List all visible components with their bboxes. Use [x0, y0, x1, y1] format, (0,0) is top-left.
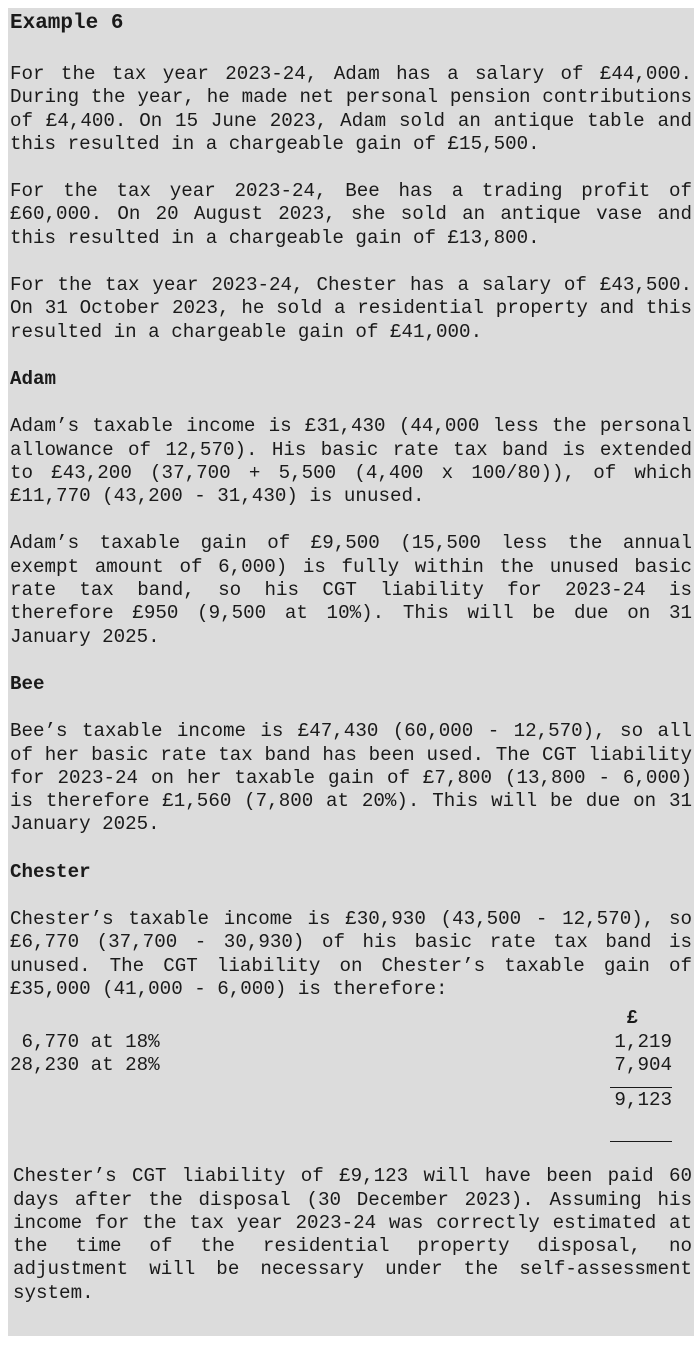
chester-paragraph: Chester’s taxable income is £30,930 (43,500 - 12,570), so £6,770 (37,700 - 30,930) of his basic rate tax band is unused. The CGT liability on Chester’s taxable gain of £35,000 (41,000 - 6,000) is therefore: — [10, 908, 692, 1000]
calc-total-amount: 9,123 — [614, 1089, 672, 1112]
calc-row-amount: 1,219 — [614, 1031, 672, 1054]
adam-income-paragraph: Adam’s taxable income is £31,430 (44,000 less the personal allowance of 12,570). His basic rate tax band is extended to £43,200 (37,700 + 5,500 (4,400 x 100/80)), of which £11,770 (43,200 - 31,430) is unused. — [10, 415, 692, 508]
total-rule — [610, 1141, 672, 1142]
calc-total-row — [10, 1089, 692, 1112]
currency-column-header: £ — [626, 1007, 638, 1030]
chester-closing-paragraph: Chester’s CGT liability of £9,123 will have been paid 60 days after the disposal (30 December 2023). Assuming his income for the tax year 2023-24 was correctly estimated at the time of the residential property disposal, no adjustment will be necessary under the self-assessment system. — [13, 1165, 692, 1304]
intro-bee: For the tax year 2023-24, Bee has a trading profit of £60,000. On 20 August 2023, she sold an antique vase and this resulted in a chargeable gain of £13,800. — [10, 180, 692, 249]
document — [10, 10, 692, 1305]
intro-chester: For the tax year 2023-24, Chester has a salary of £43,500. On 31 October 2023, he sold a residential property and this resulted in a chargeable gain of £41,000. — [10, 274, 692, 343]
adam-heading: Adam — [10, 367, 57, 390]
chester-heading: Chester — [10, 860, 91, 883]
intro-adam: For the tax year 2023-24, Adam has a salary of £44,000. During the year, he made net personal pension contributions of £4,400. On 15 June 2023, Adam sold an antique table and this resulted in a chargeable gain of £15,500. — [10, 63, 692, 155]
calc-row-amount: 7,904 — [614, 1054, 672, 1077]
calc-row — [10, 1054, 692, 1077]
bee-paragraph: Bee’s taxable income is £47,430 (60,000 - 12,570), so all of her basic rate tax band has been used. The CGT liability for 2023-24 on her taxable gain of £7,800 (13,800 - 6,000) is therefore £1,560 (7,800 at 20%). This will be due on 31 January 2025. — [10, 720, 692, 836]
subtotal-rule — [610, 1087, 672, 1088]
calc-row-label: 6,770 at 18% — [10, 1031, 160, 1054]
example-title: Example 6 — [10, 12, 124, 35]
calc-row — [10, 1031, 692, 1054]
chester-calculation — [10, 1007, 692, 1157]
calc-row-label: 28,230 at 28% — [10, 1054, 160, 1077]
adam-gain-paragraph: Adam’s taxable gain of £9,500 (15,500 less the annual exempt amount of 6,000) is fully within the unused basic rate tax band, so his CGT liability for 2023-24 is therefore £950 (9,500 at 10%). This will be due on 31 January 2025. — [10, 532, 692, 648]
bee-heading: Bee — [10, 672, 45, 695]
